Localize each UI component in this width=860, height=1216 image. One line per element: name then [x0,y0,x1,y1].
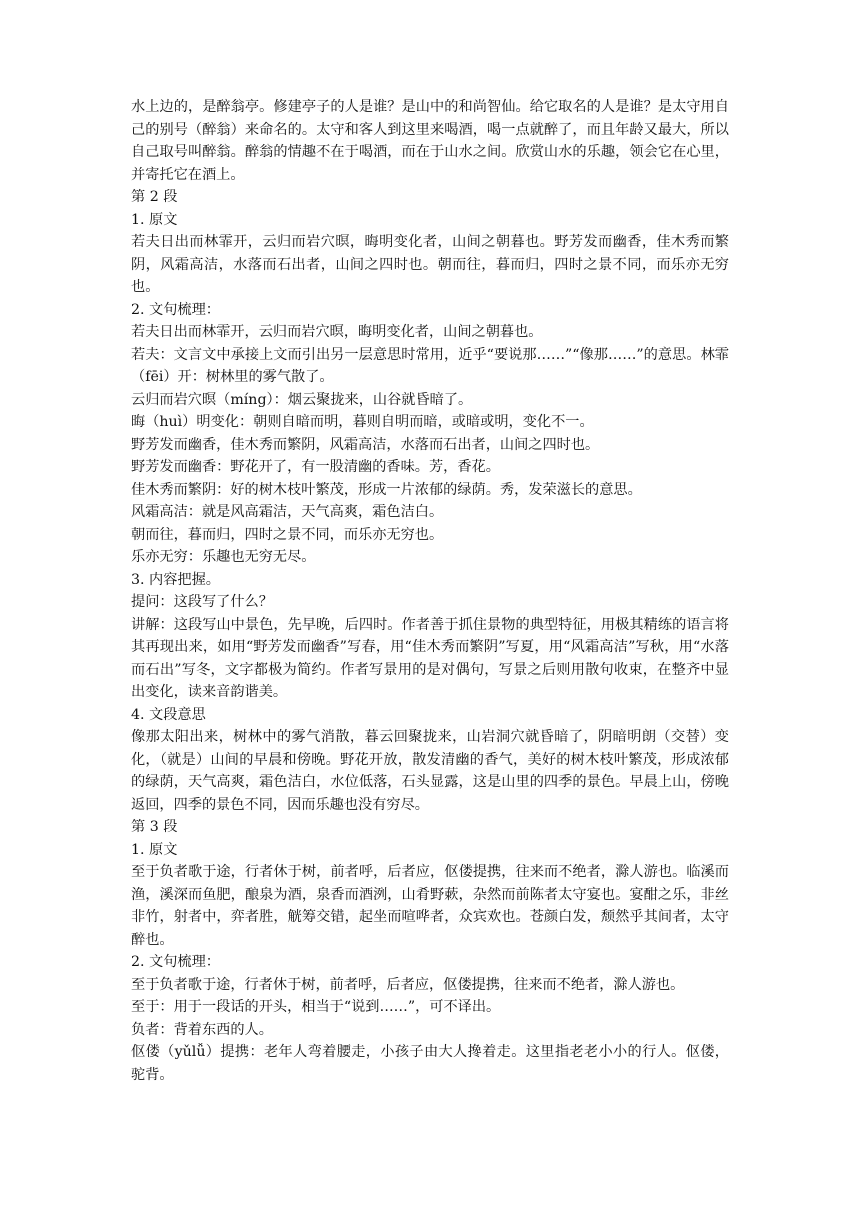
paragraph-sentence: 若夫日出而林霏开，云归而岩穴暝，晦明变化者，山间之朝暮也。 [131,324,543,340]
paragraph-translation: 像那太阳出来，树林中的雾气消散，暮云回聚拢来，山岩洞穴就昏暗了，阴暗明朗（交替）变化，（就是）山间的早晨和傍晚。野花开放，散发清幽的香气，美好的树木枝叶繁茂，形成浓郁的绿荫，天气高爽，霜色洁白，水位低落，石头显露，这是山里的四季的景色。早晨上山，傍晚返回，四季的景色不同，因而乐趣也没有穷尽。 [131,729,729,813]
paragraph-sentence: 朝而往，暮而归，四时之景不同，而乐亦无穷也。 [131,526,444,543]
paragraph-annotation: 乐亦无穷：乐趣也无穷无尽。 [131,549,316,565]
section-heading-3: 第 3 段 [131,819,178,835]
paragraph-annotation: 若夫：文言文中承接上文而引出另一层意思时常用，近乎“要说那……”“像那……”的意思。林霏（fēi）开：树林里的雾气散了。 [131,346,729,385]
section-heading-2: 第 2 段 [131,189,178,205]
paragraph-original-text: 若夫日出而林霏开，云归而岩穴暝，晦明变化者，山间之朝暮也。野芳发而幽香，佳木秀而繁阴，风霜高洁，水落而石出者，山间之四时也。朝而往，暮而归，四时之景不同，而乐亦无穷也。 [131,234,729,295]
paragraph-original-text: 至于负者歌于途，行者休于树，前者呼，后者应，伛偻提携，往来而不绝者，滁人游也。临溪而渔，溪深而鱼肥，酿泉为酒，泉香而酒洌，山肴野蔌，杂然而前陈者太守宴也。宴酣之乐，非丝非竹，射者中，弈者胜，觥筹交错，起坐而喧哗者，众宾欢也。苍颜白发，颓然乎其间者，太守醉也。 [131,864,729,948]
subheading-sentence-analysis: 2. 文句梳理： [131,301,220,318]
paragraph-annotation: 至于：用于一段话的开头，相当于“说到……”，可不译出。 [131,999,501,1015]
subheading-content-grasp: 3. 内容把握。 [131,571,220,588]
subheading-original-text: 1. 原文 [131,211,178,228]
paragraph-annotation: 风霜高洁：就是风高霜洁，天气高爽，霜色洁白。 [131,504,444,520]
paragraph-annotation: 伛偻（yǔlǚ）提携：老年人弯着腰走，小孩子由大人搀着走。这里指老老小小的行人。伛偻，驼背。 [131,1044,729,1083]
paragraph-annotation: 晦（huì）明变化：朝则自暗而明，暮则自明而暗，或暗或明，变化不一。 [131,414,594,430]
subheading-paragraph-meaning: 4. 文段意思 [131,706,206,723]
paragraph-translation-para1: 水上边的，是醉翁亭。修建亭子的人是谁？是山中的和尚智仙。给它取名的人是谁？是太守用自己的别号（醉翁）来命名的。太守和客人到这里来喝酒，喝一点就醉了，而且年龄又最大，所以自己取号叫醉翁。醉翁的情趣不在于喝酒，而在于山水之间。欣赏山水的乐趣，领会它在心里，并寄托它在酒上。 [131,99,729,183]
subheading-original-text: 1. 原文 [131,841,178,858]
paragraph-annotation: 云归而岩穴暝（míng）：烟云聚拢来，山谷就昏暗了。 [131,391,473,408]
paragraph-question: 提问：这段写了什么？ [131,594,273,610]
paragraph-explanation: 讲解：这段写山中景色，先早晚，后四时。作者善于抓住景物的典型特征，用极其精练的语言将其再现出来，如用“野芳发而幽香”写春，用“佳木秀而繁阴”写夏，用“风霜高洁”写秋，用“水落而石出”写冬，文字都极为简约。作者写景用的是对偶句，写景之后则用散句收束，在整齐中显出变化，读来音韵谐美。 [131,616,729,700]
document-page [131,96,729,1086]
paragraph-annotation: 野芳发而幽香：野花开了，有一股清幽的香味。芳，香花。 [131,459,500,475]
paragraph-annotation: 负者：背着东西的人。 [131,1021,273,1038]
subheading-sentence-analysis: 2. 文句梳理： [131,954,220,970]
paragraph-sentence: 野芳发而幽香，佳木秀而繁阴，风霜高洁，水落而石出者，山间之四时也。 [131,436,600,453]
paragraph-annotation: 佳木秀而繁阴：好的树木枝叶繁茂，形成一片浓郁的绿荫。秀，发荣滋长的意思。 [131,481,642,498]
paragraph-sentence: 至于负者歌于途，行者休于树，前者呼，后者应，伛偻提携，往来而不绝者，滁人游也。 [131,976,685,993]
